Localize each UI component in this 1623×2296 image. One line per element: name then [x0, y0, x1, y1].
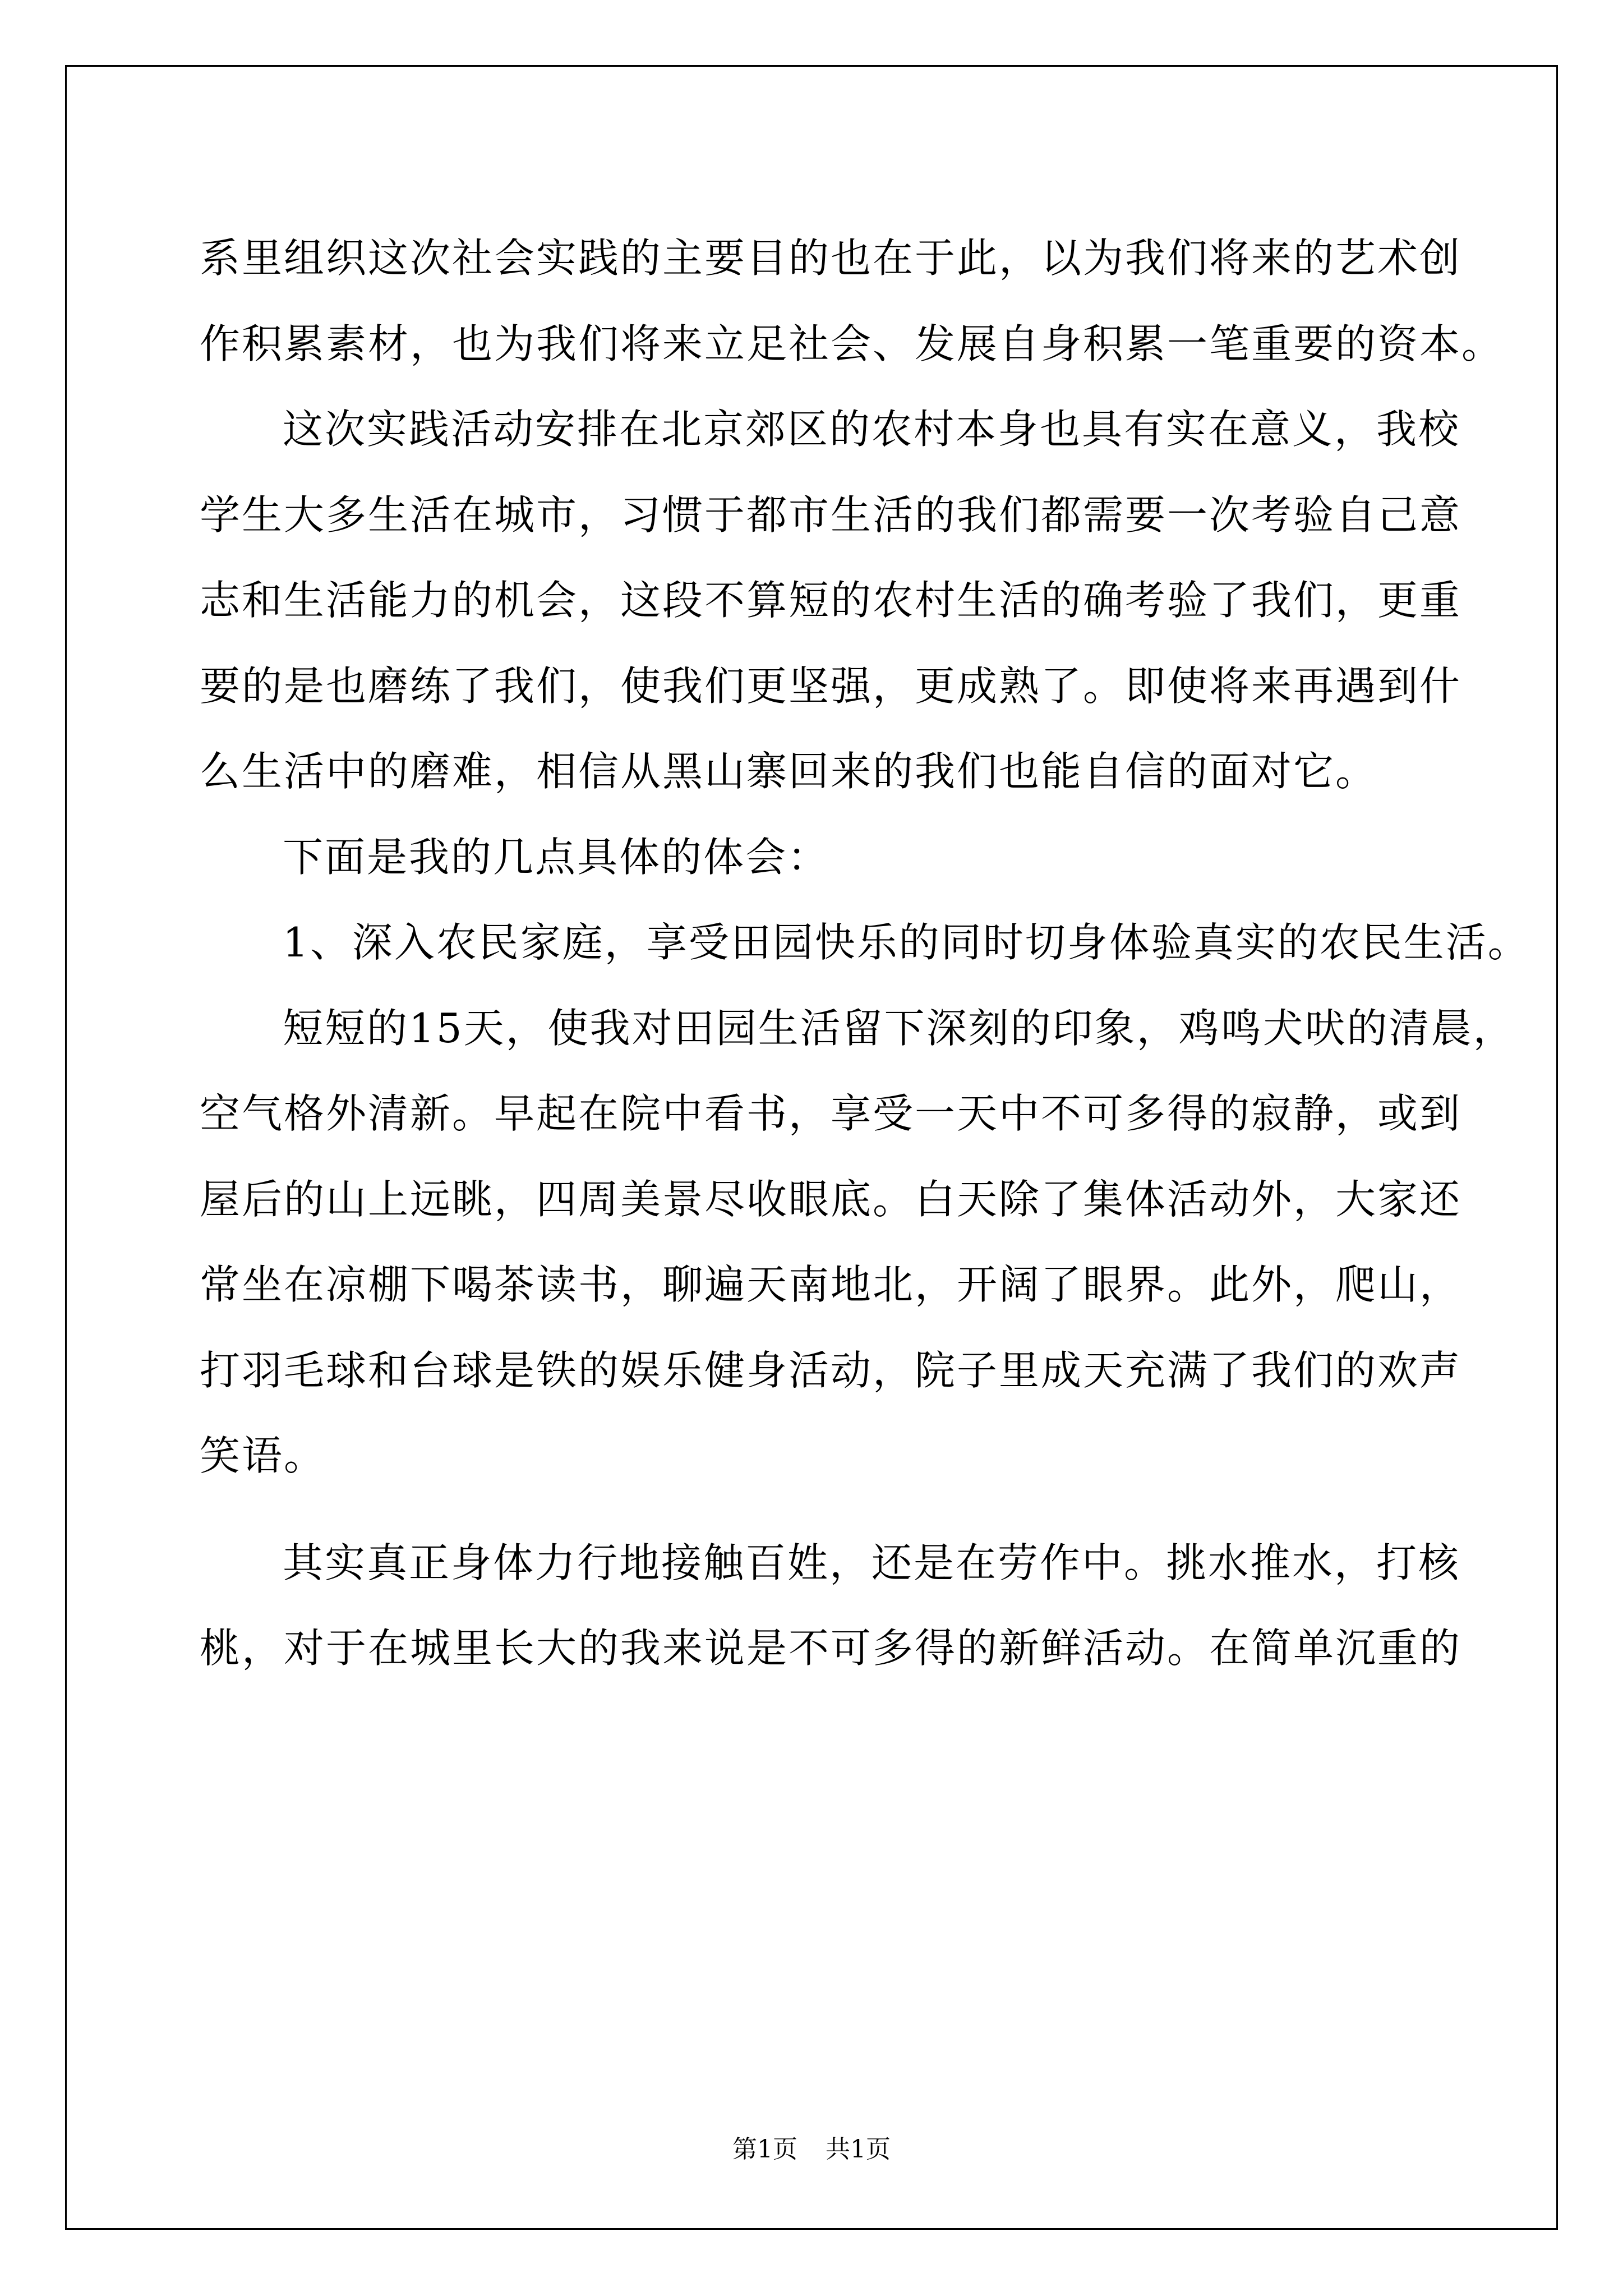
- text-line: 打羽毛球和台球是铁的娱乐健身活动，院子里成天充满了我们的欢声: [200, 1346, 1462, 1394]
- text-line: 这次实践活动安排在北京郊区的农村本身也具有实在意义，我校: [283, 406, 1461, 453]
- page-footer: [0, 2129, 1623, 2165]
- text-line: 志和生活能力的机会，这段不算短的农村生活的确考验了我们，更重: [200, 577, 1462, 624]
- page-number: 第1页: [732, 2135, 797, 2164]
- text-line: 桃，对于在城里长大的我来说是不可多得的新鲜活动。在简单沉重的: [200, 1625, 1462, 1672]
- text-line: 屋后的山上远眺，四周美景尽收眼底。白天除了集体活动外，大家还: [200, 1175, 1462, 1223]
- text-line: 学生大多生活在城市，习惯于都市生活的我们都需要一次考验自己意: [200, 491, 1462, 539]
- text-line: 笑语。: [200, 1432, 326, 1479]
- text-line: 短短的15天，使我对田园生活留下深刻的印象，鸡鸣犬吠的清晨，: [283, 1004, 1515, 1052]
- text-line: 空气格外清新。早起在院中看书，享受一天中不可多得的寂静，或到: [200, 1090, 1462, 1137]
- text-line: 么生活中的磨难，相信从黑山寨回来的我们也能自信的面对它。: [200, 748, 1378, 795]
- text-line: 其实真正身体力行地接触百姓，还是在劳作中。挑水推水，打核: [283, 1539, 1461, 1586]
- text-line: 作积累素材，也为我们将来立足社会、发展自身积累一笔重要的资本。: [200, 320, 1504, 367]
- page-total: 共1页: [826, 2135, 891, 2164]
- text-line: 下面是我的几点具体的体会：: [283, 833, 830, 881]
- text-line: 要的是也磨练了我们，使我们更坚强，更成熟了。即使将来再遇到什: [200, 662, 1462, 710]
- text-line: 常坐在凉棚下喝茶读书，聊遍天南地北，开阔了眼界。此外，爬山，: [200, 1261, 1462, 1308]
- document-body: [200, 215, 1530, 1691]
- text-line: 1、深入农民家庭，享受田园快乐的同时切身体验真实的农民生活。: [283, 919, 1530, 966]
- text-line: 系里组织这次社会实践的主要目的也在于此，以为我们将来的艺术创: [200, 234, 1462, 282]
